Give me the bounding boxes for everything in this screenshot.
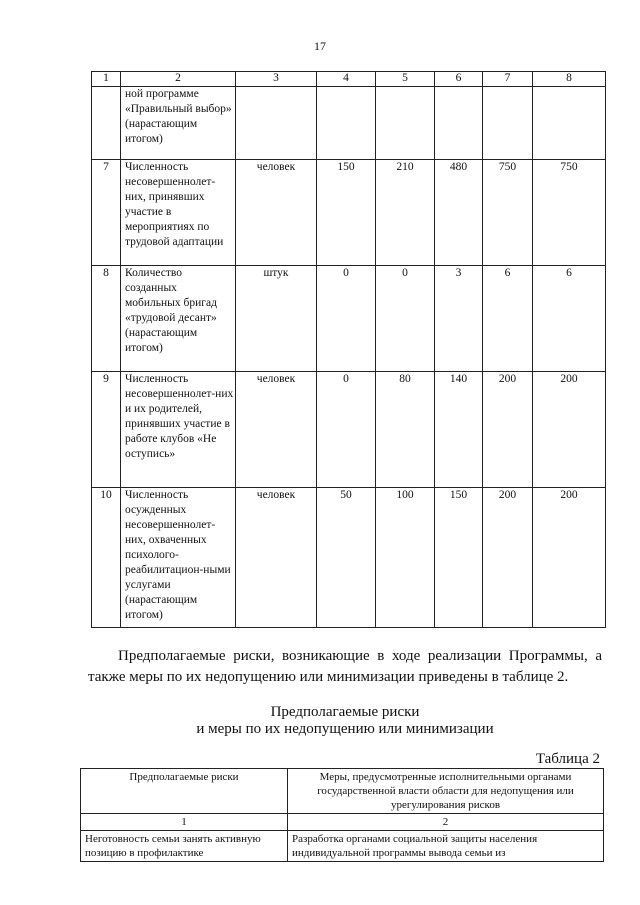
measure-cell: Разработка органами социальной защиты населения индивидуальной программы вывода семьи из bbox=[288, 831, 604, 862]
row-number-cell: 10 bbox=[92, 488, 121, 628]
value-cell: 750 bbox=[483, 160, 533, 266]
page-number: 17 bbox=[314, 39, 326, 53]
value-cell: 750 bbox=[533, 160, 606, 266]
column-number-cell: 5 bbox=[376, 72, 435, 87]
unit-cell bbox=[236, 87, 317, 160]
row-number-cell bbox=[92, 87, 121, 160]
measures-column-header: Меры, предусмотренные исполнительными органами государственной власти области для недопущения или урегулирования рисков bbox=[288, 769, 604, 814]
value-cell: 6 bbox=[533, 266, 606, 372]
indicator-name-cell: Численность несовершеннолет-них и их родителей, принявших участие в работе клубов «Не оступись» bbox=[121, 372, 236, 488]
column-number-cell: 2 bbox=[288, 814, 604, 831]
value-cell: 480 bbox=[435, 160, 483, 266]
value-cell: 140 bbox=[435, 372, 483, 488]
table-label: Таблица 2 bbox=[535, 751, 600, 767]
value-cell: 0 bbox=[376, 266, 435, 372]
value-cell: 210 bbox=[376, 160, 435, 266]
column-number-cell: 1 bbox=[92, 72, 121, 87]
column-number-cell: 6 bbox=[435, 72, 483, 87]
column-number-cell: 3 bbox=[236, 72, 317, 87]
unit-cell: человек bbox=[236, 372, 317, 488]
value-cell: 200 bbox=[533, 488, 606, 628]
value-cell: 50 bbox=[317, 488, 376, 628]
table-row bbox=[92, 87, 606, 160]
value-cell bbox=[533, 87, 606, 160]
body-paragraph bbox=[88, 646, 602, 688]
value-cell: 3 bbox=[435, 266, 483, 372]
value-cell: 80 bbox=[376, 372, 435, 488]
value-cell bbox=[435, 87, 483, 160]
value-cell: 150 bbox=[435, 488, 483, 628]
value-cell: 150 bbox=[317, 160, 376, 266]
unit-cell: человек bbox=[236, 160, 317, 266]
indicator-name-cell: Численность несовершеннолет-них, принявших участие в мероприятиях по трудовой адаптации bbox=[121, 160, 236, 266]
value-cell: 0 bbox=[317, 266, 376, 372]
value-cell bbox=[317, 87, 376, 160]
body-paragraph-text: Предполагаемые риски, возникающие в ходе реализации Программы, а также меры по их недопущению или минимизации приведены в таблице 2. bbox=[88, 648, 602, 685]
table-number-row bbox=[81, 814, 604, 831]
value-cell bbox=[376, 87, 435, 160]
table-row bbox=[92, 266, 606, 372]
table-row bbox=[92, 488, 606, 628]
table-row bbox=[92, 160, 606, 266]
value-cell: 0 bbox=[317, 372, 376, 488]
indicator-name-cell: Количество созданных мобильных бригад «трудовой десант» (нарастающим итогом) bbox=[121, 266, 236, 372]
table-header-row bbox=[92, 72, 606, 87]
value-cell: 100 bbox=[376, 488, 435, 628]
risks-table bbox=[80, 768, 604, 862]
row-number-cell: 8 bbox=[92, 266, 121, 372]
indicator-name-cell: ной программе «Правильный выбор» (нарастающим итогом) bbox=[121, 87, 236, 160]
section-heading-line1: Предполагаемые риски bbox=[270, 704, 420, 720]
row-number-cell: 7 bbox=[92, 160, 121, 266]
value-cell: 200 bbox=[483, 488, 533, 628]
value-cell: 6 bbox=[483, 266, 533, 372]
risk-cell: Неготовность семьи занять активную позицию в профилактике bbox=[81, 831, 288, 862]
unit-cell: штук bbox=[236, 266, 317, 372]
column-number-cell: 8 bbox=[533, 72, 606, 87]
value-cell: 200 bbox=[483, 372, 533, 488]
table-row bbox=[92, 372, 606, 488]
value-cell: 200 bbox=[533, 372, 606, 488]
column-number-cell: 2 bbox=[121, 72, 236, 87]
value-cell bbox=[483, 87, 533, 160]
column-number-cell: 1 bbox=[81, 814, 288, 831]
unit-cell: человек bbox=[236, 488, 317, 628]
risks-column-header: Предполагаемые риски bbox=[81, 769, 288, 814]
indicators-table bbox=[91, 71, 606, 628]
table-header-row bbox=[81, 769, 604, 814]
indicator-name-cell: Численность осужденных несовершеннолет-них, охваченных психолого-реабилитацион-ными услугами (нарастающим итогом) bbox=[121, 488, 236, 628]
section-heading-line2: и меры по их недопущению или минимизации bbox=[196, 721, 494, 737]
column-number-cell: 7 bbox=[483, 72, 533, 87]
row-number-cell: 9 bbox=[92, 372, 121, 488]
table-row bbox=[81, 831, 604, 862]
column-number-cell: 4 bbox=[317, 72, 376, 87]
